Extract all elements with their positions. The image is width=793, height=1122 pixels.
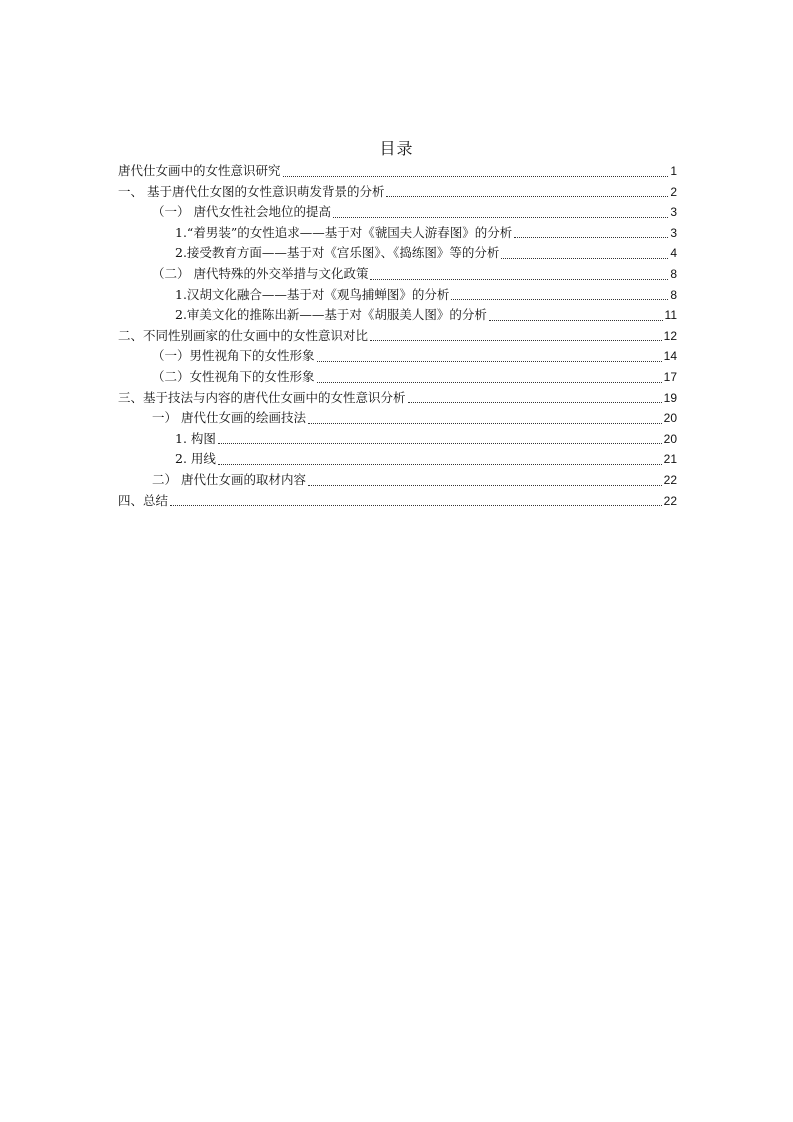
dot-leader (501, 243, 668, 264)
toc-page-number: 20 (663, 431, 677, 446)
toc-page-number: 12 (663, 328, 677, 343)
toc-entry-text: （一）男性视角下的女性形象 (152, 348, 315, 364)
toc-page-number: 19 (663, 390, 677, 405)
toc-entry-text: 唐代仕女画中的女性意识研究 (118, 163, 281, 178)
dot-leader (514, 223, 668, 244)
toc-entry[interactable] (118, 470, 677, 491)
toc-entry[interactable] (118, 223, 677, 244)
toc-entry-text: 四、总结 (118, 492, 169, 508)
toc-entry-text: 1.汉胡文化融合——基于对《观鸟捕蝉图》的分析 (175, 286, 450, 302)
dot-leader (218, 429, 662, 450)
toc-page-number: 21 (663, 452, 677, 467)
dot-leader (489, 305, 663, 326)
toc-entry-text: 三、基于技法与内容的唐代仕女画中的女性意识分析 (118, 389, 406, 405)
toc-page-number: 22 (663, 472, 677, 487)
toc-page-number: 20 (663, 411, 677, 426)
toc-page-number: 1 (670, 164, 677, 178)
toc-entry[interactable] (118, 346, 677, 367)
toc-entry[interactable] (118, 491, 677, 512)
toc-entry[interactable] (118, 326, 677, 347)
toc-page-number: 17 (663, 369, 677, 384)
dot-leader (333, 202, 668, 223)
dot-leader (386, 182, 668, 203)
toc-entry[interactable] (118, 202, 677, 223)
dot-leader (408, 388, 662, 409)
toc-entry[interactable] (118, 449, 677, 470)
table-of-contents (118, 161, 677, 511)
toc-entry[interactable] (118, 243, 677, 264)
toc-entry[interactable] (118, 408, 677, 429)
dot-leader (370, 326, 662, 347)
toc-entry-text: 1. 构图 (175, 430, 216, 446)
toc-entry[interactable] (118, 182, 677, 203)
toc-page-number: 3 (670, 205, 677, 220)
toc-entry[interactable] (118, 305, 677, 326)
toc-entry-text: （二） 唐代特殊的外交举措与文化政策 (152, 265, 369, 281)
toc-entry-text: 一） 唐代仕女画的绘画技法 (152, 410, 306, 426)
toc-entry-text: 二、不同性别画家的仕女画中的女性意识对比 (118, 327, 369, 343)
toc-page-number: 14 (663, 349, 677, 364)
toc-page-number: 22 (663, 493, 677, 508)
toc-entry-text: 二） 唐代仕女画的取材内容 (152, 471, 306, 487)
toc-entry[interactable] (118, 367, 677, 388)
toc-entry-text: （一） 唐代女性社会地位的提高 (152, 204, 331, 220)
toc-page-number: 8 (670, 287, 677, 302)
toc-entry-text: 2.审美文化的推陈出新——基于对《胡服美人图》的分析 (175, 307, 487, 323)
toc-page-number: 11 (664, 308, 677, 323)
toc-entry[interactable] (118, 285, 677, 306)
toc-entry[interactable] (118, 161, 677, 182)
dot-leader (370, 264, 668, 285)
toc-entry[interactable] (118, 388, 677, 409)
toc-page-number: 3 (670, 225, 677, 240)
toc-entry-text: 1.“着男装”的女性追求——基于对《虢国夫人游春图》的分析 (175, 224, 513, 240)
toc-page-number: 2 (670, 184, 677, 199)
dot-leader (218, 449, 662, 470)
toc-entry-text: 2. 用线 (175, 451, 216, 467)
toc-title: 目录 (379, 139, 414, 158)
toc-entry[interactable] (118, 429, 677, 450)
toc-entry-text: （二）女性视角下的女性形象 (152, 368, 315, 384)
toc-entry-text: 2.接受教育方面——基于对《宫乐图》、《捣练图》等的分析 (175, 245, 500, 261)
toc-page-number: 4 (670, 246, 677, 261)
dot-leader (308, 470, 662, 491)
toc-entry-text: 一、 基于唐代仕女图的女性意识萌发背景的分析 (118, 183, 385, 199)
dot-leader (170, 491, 662, 512)
dot-leader (317, 346, 662, 367)
toc-page-number: 8 (670, 266, 677, 281)
toc-entry[interactable] (118, 264, 677, 285)
dot-leader (283, 161, 669, 182)
dot-leader (317, 367, 662, 388)
dot-leader (308, 408, 662, 429)
dot-leader (451, 285, 668, 306)
